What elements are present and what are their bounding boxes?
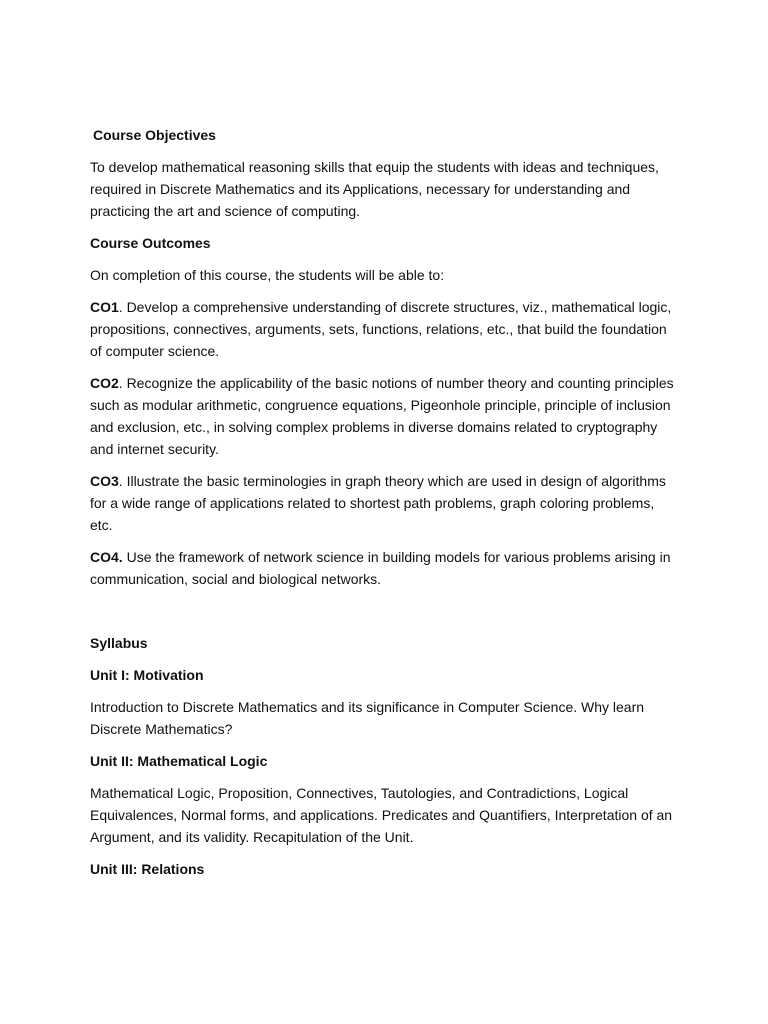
syllabus-heading: Syllabus xyxy=(90,635,148,651)
course-outcome-text: . Recognize the applicability of the basic notions of number theory and counting principles such as modular arithmetic, congruence equations, Pigeonhole principle, principle of inclusion and exclusion, etc., in solving complex problems in diverse domains related to cryptography and internet security. xyxy=(90,375,674,457)
course-objectives-text: To develop mathematical reasoning skills that equip the students with ideas and techniques, required in Discrete Mathematics and its Applications, necessary for understanding and practicing the art and science of computing. xyxy=(90,159,659,219)
course-outcomes-heading: Course Outcomes xyxy=(90,235,211,251)
unit-title: Unit I: Motivation xyxy=(90,667,204,683)
section-spacer xyxy=(90,600,680,632)
course-outcome-item xyxy=(90,470,680,536)
course-outcome-item xyxy=(90,546,680,590)
course-outcome-item xyxy=(90,296,680,362)
course-outcome-label: CO4. xyxy=(90,549,123,565)
course-outcome-text: . Develop a comprehensive understanding of discrete structures, viz., mathematical logic, propositions, connectives, arguments, sets, functions, relations, etc., that build the foundation of computer science. xyxy=(90,299,672,359)
course-outcome-text: Use the framework of network science in building models for various problems arising in communication, social and biological networks. xyxy=(90,549,671,587)
course-outcome-text: . Illustrate the basic terminologies in graph theory which are used in design of algorithms for a wide range of applications related to shortest path problems, graph coloring problems, etc. xyxy=(90,473,666,533)
course-outcome-label: CO1 xyxy=(90,299,119,315)
unit-title: Unit III: Relations xyxy=(90,861,205,877)
course-outcome-label: CO2 xyxy=(90,375,119,391)
course-outcome-item xyxy=(90,372,680,460)
course-outcomes-intro: On completion of this course, the students will be able to: xyxy=(90,267,445,283)
course-objectives-heading: Course Objectives xyxy=(93,127,216,143)
unit-text: Introduction to Discrete Mathematics and its significance in Computer Science. Why learn Discrete Mathematics? xyxy=(90,699,645,737)
unit-text: Mathematical Logic, Proposition, Connectives, Tautologies, and Contradictions, Logical Equivalences, Normal forms, and applications. Predicates and Quantifiers, Interpretation of an Argument, and its validity. Recapitulation of the Unit. xyxy=(90,785,673,845)
unit-title: Unit II: Mathematical Logic xyxy=(90,753,268,769)
document-page xyxy=(90,124,680,890)
course-outcome-label: CO3 xyxy=(90,473,119,489)
